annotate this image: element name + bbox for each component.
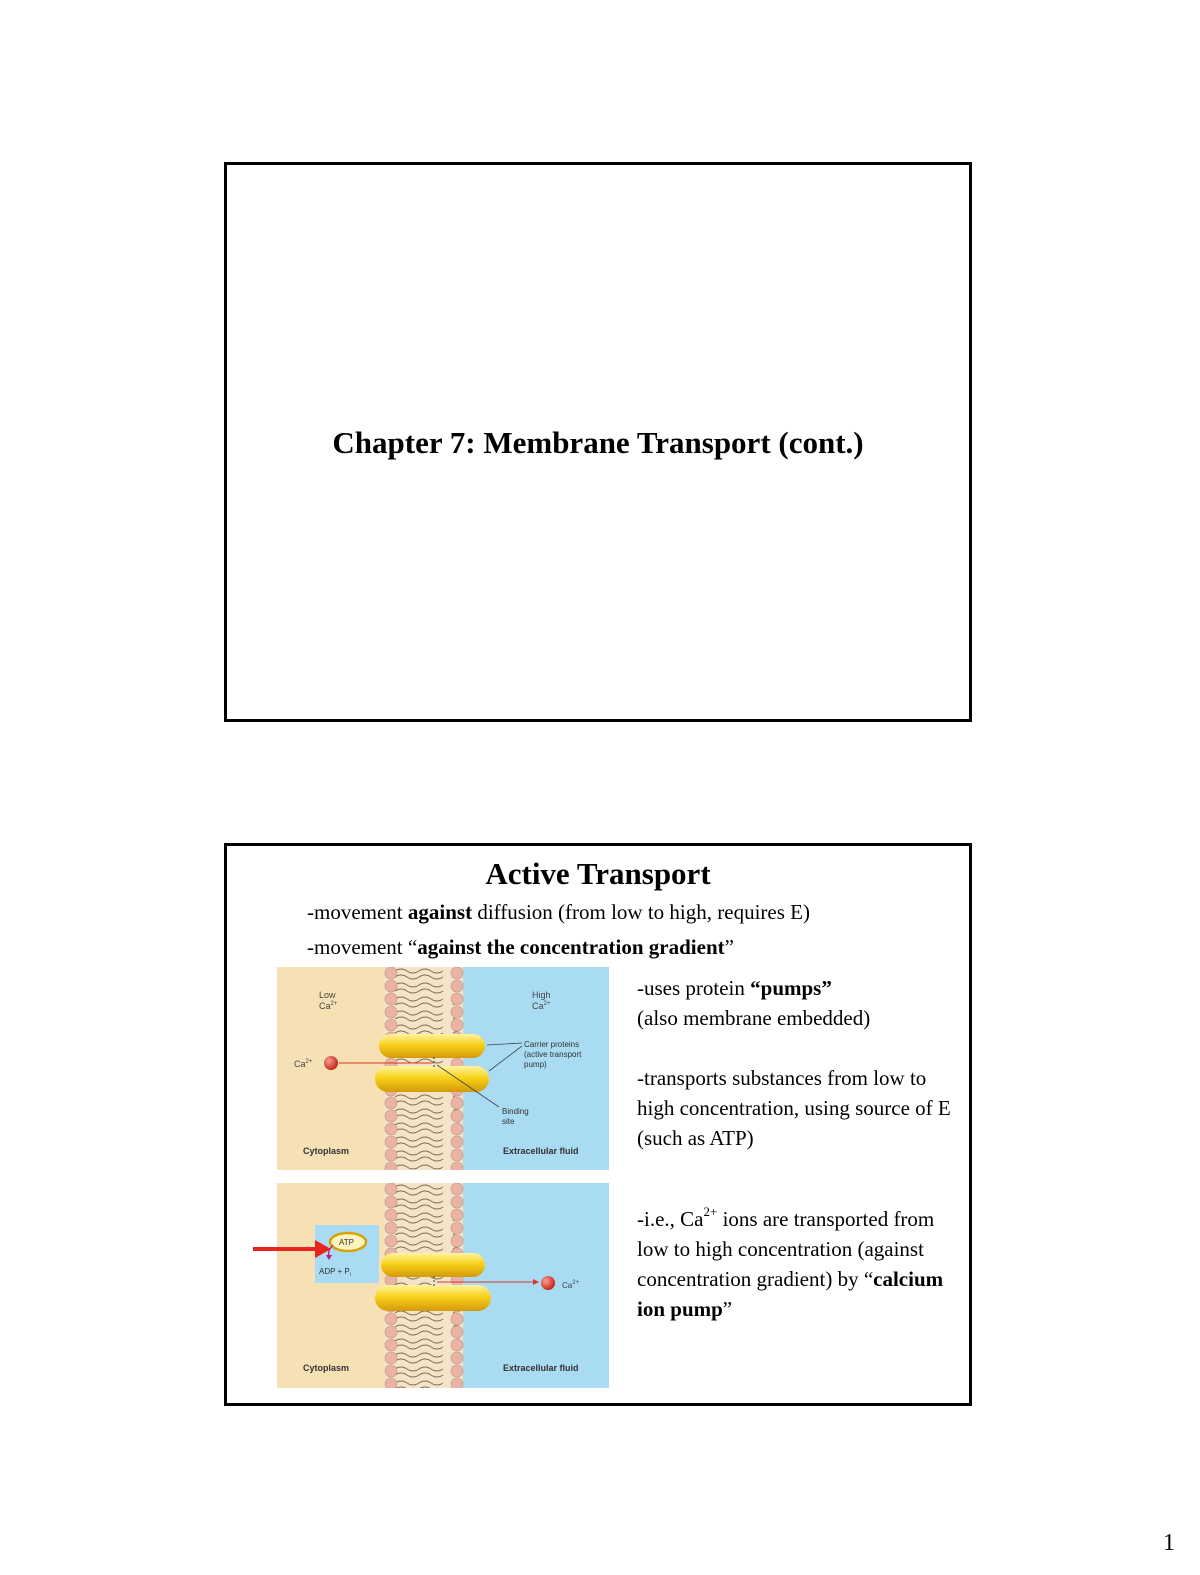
lipid-head [385,1006,397,1018]
lipid-head [385,1339,397,1351]
pumps-paragraph [637,973,957,1033]
ion-label: $Ca^{2+}$ [294,1059,313,1069]
calcium-charge: 2+ [703,1204,718,1219]
pump-protein-upper [381,1253,485,1277]
lipid-head [385,1222,397,1234]
atp-label: ATP [339,1238,354,1247]
lipid-head [385,1235,397,1247]
lipid-head [451,1365,463,1377]
carrier-label-3: pump) [524,1060,547,1069]
slide-2-title: Active Transport [485,856,711,891]
lipid-head [451,1209,463,1221]
cytoplasm-label: Cytoplasm [303,1146,350,1156]
lipid-head [385,1123,397,1135]
carrier-label-1: Carrier proteins [524,1040,580,1049]
cytoplasm-label: Cytoplasm [303,1363,350,1373]
bullet-2-suffix: ” [724,935,734,959]
pumps-prefix: -uses protein [637,976,751,1000]
slide-1-title: Chapter 7: Membrane Transport (cont.) [332,425,864,460]
lipid-head [385,1110,397,1122]
lipid-head [385,980,397,992]
bullet-against-diffusion [307,900,810,925]
membrane-diagram-top [277,967,609,1170]
lipid-head [451,967,463,979]
lipid-head [385,1313,397,1325]
extracellular-label: Extracellular fluid [503,1146,579,1156]
bullet-1-suffix: diffusion (from low to high, requires E) [472,900,810,924]
lipid-head [451,1196,463,1208]
page-number: 1 [1163,1530,1175,1556]
lipid-head [385,1196,397,1208]
calcium-ion [541,1276,555,1290]
bullet-2-bold: against the concentration gradient [417,935,725,959]
lipid-head [385,1209,397,1221]
calcium-paragraph [637,1204,957,1324]
bullet-1-bold: against [407,900,473,924]
lipid-head [451,1110,463,1122]
lipid-head [385,1365,397,1377]
lipid-head [451,1378,463,1388]
bullet-1-prefix: -movement [307,900,408,924]
carrier-protein-lower [375,1066,489,1092]
lipid-head [385,1352,397,1364]
ion-label: $Ca^{2+}$ [562,1280,580,1290]
low-ion-label: $Ca^{2+}$ [319,1001,338,1011]
slide-2 [224,843,972,1406]
lipid-head [451,1183,463,1195]
bullet-against-gradient [307,935,734,960]
lipid-head [451,1149,463,1161]
pumps-line2: (also membrane embedded) [637,1006,871,1030]
calcium-mid: ions are transported from low to high concentration (against concentration gradient) by “ [637,1207,935,1291]
lipid-head [451,1006,463,1018]
membrane-diagram-bottom [277,1183,609,1388]
lipid-head [451,1313,463,1325]
lipid-head [451,1136,463,1148]
red-arrow-icon [253,1234,333,1264]
pumps-bold: “pumps” [750,976,832,1000]
adp-label: ADP + $P_i$ [319,1267,351,1278]
carrier-label-2: (active transport [524,1050,582,1059]
low-label: Low [319,990,336,1000]
calcium-pump-bold: calcium ion pump [637,1267,944,1321]
lipid-head [451,1352,463,1364]
calcium-suffix: ” [722,1297,733,1321]
lipid-head [385,1136,397,1148]
high-ion-label: $Ca^{2+}$ [532,1001,551,1011]
lipid-head [385,1183,397,1195]
lipid-head [451,1097,463,1109]
lipid-head [451,1123,463,1135]
transports-paragraph: -transports substances from low to high concentration, using source of E (such as ATP) [637,1066,951,1150]
lipid-head [385,993,397,1005]
binding-label-1: Binding [502,1107,529,1116]
lipid-head [451,1019,463,1031]
lipid-head [385,1097,397,1109]
lipid-head [385,1378,397,1388]
calcium-prefix: -i.e., Ca [637,1207,704,1231]
slide-1 [224,162,972,722]
lipid-head [385,1149,397,1161]
bullet-2-prefix: -movement “ [307,935,418,959]
calcium-ion [324,1056,338,1070]
carrier-protein-upper [379,1034,485,1058]
high-label: High [532,990,551,1000]
binding-label-2: site [502,1117,515,1126]
lipid-head [385,967,397,979]
lipid-head [385,1326,397,1338]
lipid-head [451,1235,463,1247]
lipid-head [385,1019,397,1031]
lipid-head [451,993,463,1005]
extracellular-label: Extracellular fluid [503,1363,579,1373]
lipid-head [451,1339,463,1351]
lipid-head [451,1326,463,1338]
lipid-head [451,1222,463,1234]
pump-protein-lower [375,1285,491,1311]
lipid-head [451,980,463,992]
